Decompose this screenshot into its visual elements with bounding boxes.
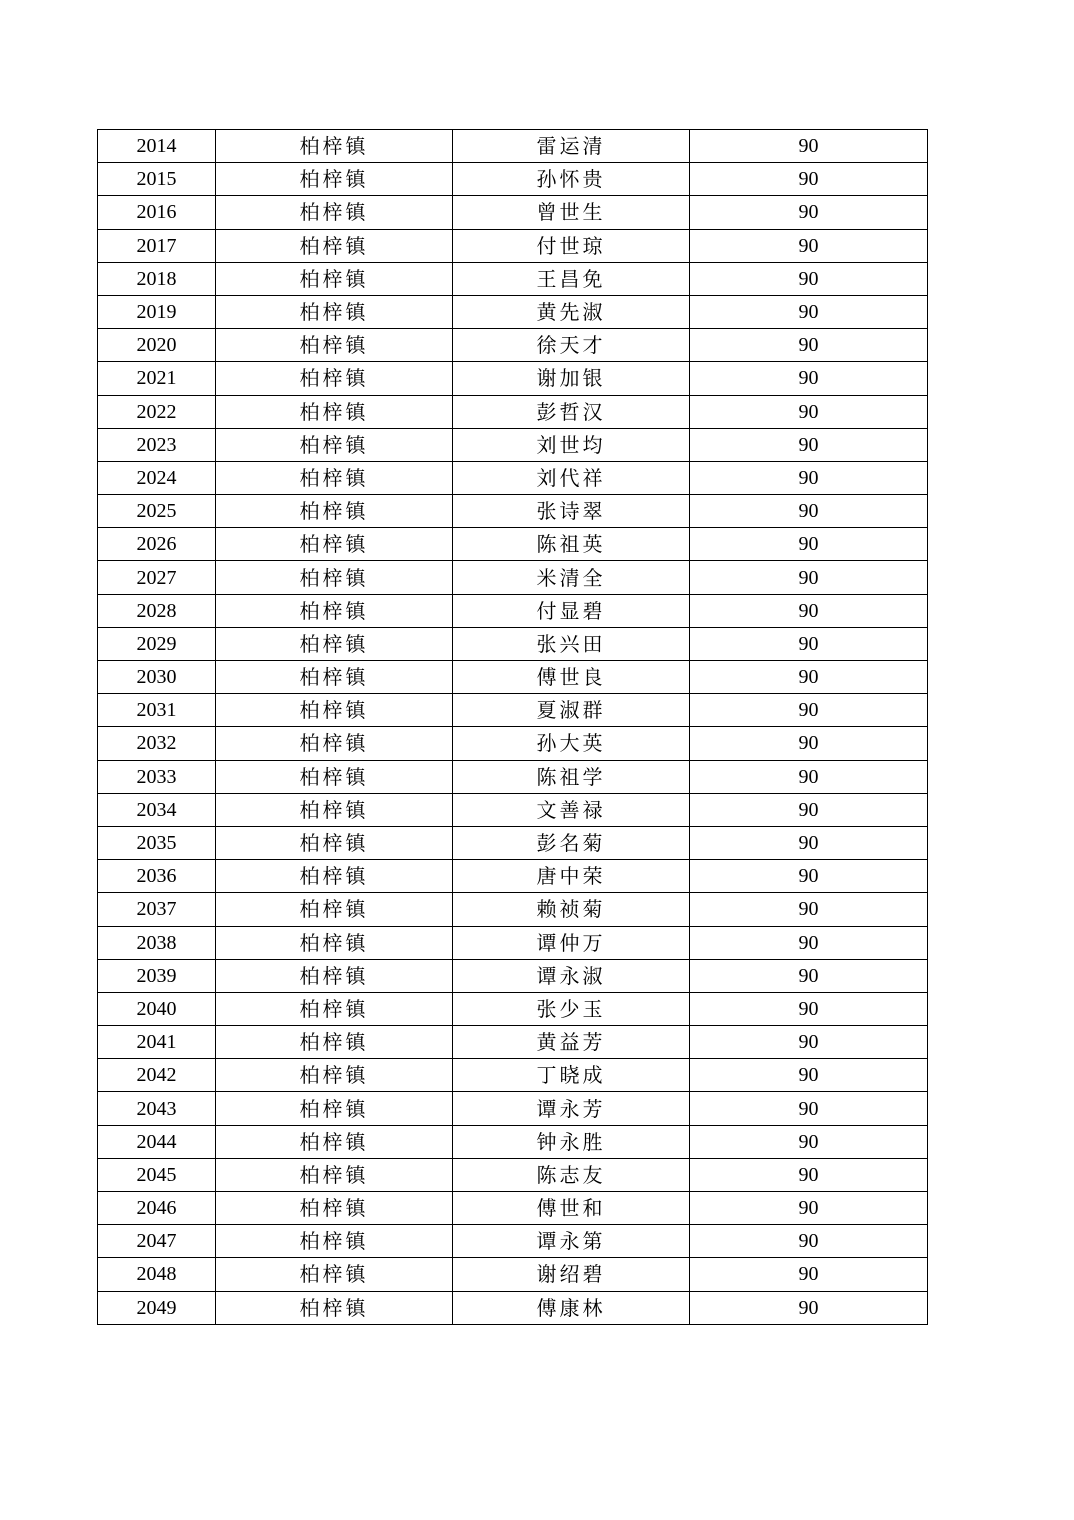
cell-amount: 90 (690, 860, 928, 893)
cell-serial-number: 2017 (98, 229, 216, 262)
cell-amount: 90 (690, 196, 928, 229)
table-row (98, 694, 928, 727)
table-row (98, 826, 928, 859)
cell-town: 柏梓镇 (216, 1291, 453, 1324)
cell-town: 柏梓镇 (216, 860, 453, 893)
cell-person-name: 付世琼 (453, 229, 690, 262)
table-row (98, 362, 928, 395)
table-row (98, 1092, 928, 1125)
cell-person-name: 陈志友 (453, 1158, 690, 1191)
cell-person-name: 孙大英 (453, 727, 690, 760)
cell-person-name: 傅世和 (453, 1192, 690, 1225)
table-row (98, 893, 928, 926)
cell-person-name: 文善禄 (453, 793, 690, 826)
cell-serial-number: 2016 (98, 196, 216, 229)
cell-person-name: 张少玉 (453, 992, 690, 1025)
cell-amount: 90 (690, 992, 928, 1025)
cell-serial-number: 2035 (98, 826, 216, 859)
cell-town: 柏梓镇 (216, 395, 453, 428)
cell-town: 柏梓镇 (216, 992, 453, 1025)
cell-amount: 90 (690, 627, 928, 660)
cell-person-name: 谭永芳 (453, 1092, 690, 1125)
cell-town: 柏梓镇 (216, 627, 453, 660)
cell-amount: 90 (690, 1092, 928, 1125)
cell-town: 柏梓镇 (216, 826, 453, 859)
table-row (98, 627, 928, 660)
cell-amount: 90 (690, 826, 928, 859)
cell-person-name: 曾世生 (453, 196, 690, 229)
cell-person-name: 王昌免 (453, 262, 690, 295)
cell-serial-number: 2023 (98, 428, 216, 461)
cell-person-name: 徐天才 (453, 329, 690, 362)
cell-town: 柏梓镇 (216, 1258, 453, 1291)
cell-serial-number: 2031 (98, 694, 216, 727)
cell-town: 柏梓镇 (216, 229, 453, 262)
cell-amount: 90 (690, 528, 928, 561)
cell-town: 柏梓镇 (216, 594, 453, 627)
cell-amount: 90 (690, 229, 928, 262)
cell-person-name: 张诗翠 (453, 495, 690, 528)
cell-person-name: 谢加银 (453, 362, 690, 395)
cell-serial-number: 2015 (98, 163, 216, 196)
table-row (98, 196, 928, 229)
cell-person-name: 丁晓成 (453, 1059, 690, 1092)
cell-person-name: 刘代祥 (453, 461, 690, 494)
cell-town: 柏梓镇 (216, 262, 453, 295)
cell-person-name: 付显碧 (453, 594, 690, 627)
table-row (98, 428, 928, 461)
cell-serial-number: 2041 (98, 1026, 216, 1059)
cell-amount: 90 (690, 661, 928, 694)
cell-amount: 90 (690, 329, 928, 362)
cell-town: 柏梓镇 (216, 727, 453, 760)
cell-amount: 90 (690, 395, 928, 428)
cell-serial-number: 2024 (98, 461, 216, 494)
cell-amount: 90 (690, 594, 928, 627)
cell-serial-number: 2025 (98, 495, 216, 528)
table-row (98, 1158, 928, 1191)
cell-town: 柏梓镇 (216, 1192, 453, 1225)
table-row (98, 528, 928, 561)
cell-person-name: 谢绍碧 (453, 1258, 690, 1291)
cell-serial-number: 2040 (98, 992, 216, 1025)
cell-town: 柏梓镇 (216, 362, 453, 395)
table-row (98, 860, 928, 893)
cell-person-name: 黄先淑 (453, 295, 690, 328)
cell-amount: 90 (690, 561, 928, 594)
table-row (98, 1192, 928, 1225)
table-row (98, 163, 928, 196)
cell-person-name: 谭永淑 (453, 959, 690, 992)
cell-person-name: 陈祖学 (453, 760, 690, 793)
cell-serial-number: 2037 (98, 893, 216, 926)
cell-serial-number: 2018 (98, 262, 216, 295)
cell-town: 柏梓镇 (216, 528, 453, 561)
table-row (98, 594, 928, 627)
table-row (98, 661, 928, 694)
cell-town: 柏梓镇 (216, 1059, 453, 1092)
table-row (98, 959, 928, 992)
cell-amount: 90 (690, 1225, 928, 1258)
table-row (98, 329, 928, 362)
cell-amount: 90 (690, 295, 928, 328)
cell-amount: 90 (690, 727, 928, 760)
cell-person-name: 黄益芳 (453, 1026, 690, 1059)
cell-amount: 90 (690, 461, 928, 494)
cell-serial-number: 2014 (98, 130, 216, 163)
table-row (98, 1059, 928, 1092)
cell-serial-number: 2022 (98, 395, 216, 428)
cell-person-name: 赖祯菊 (453, 893, 690, 926)
cell-amount: 90 (690, 1125, 928, 1158)
cell-serial-number: 2047 (98, 1225, 216, 1258)
cell-town: 柏梓镇 (216, 329, 453, 362)
cell-town: 柏梓镇 (216, 760, 453, 793)
cell-amount: 90 (690, 1059, 928, 1092)
table-row (98, 1125, 928, 1158)
cell-town: 柏梓镇 (216, 1092, 453, 1125)
cell-town: 柏梓镇 (216, 926, 453, 959)
cell-person-name: 刘世均 (453, 428, 690, 461)
cell-town: 柏梓镇 (216, 163, 453, 196)
cell-amount: 90 (690, 1258, 928, 1291)
table-row (98, 229, 928, 262)
cell-serial-number: 2036 (98, 860, 216, 893)
cell-amount: 90 (690, 793, 928, 826)
cell-person-name: 彭哲汉 (453, 395, 690, 428)
cell-serial-number: 2019 (98, 295, 216, 328)
table-row (98, 130, 928, 163)
cell-person-name: 张兴田 (453, 627, 690, 660)
cell-town: 柏梓镇 (216, 1125, 453, 1158)
cell-serial-number: 2027 (98, 561, 216, 594)
table-row (98, 262, 928, 295)
table-row (98, 1258, 928, 1291)
cell-town: 柏梓镇 (216, 295, 453, 328)
cell-town: 柏梓镇 (216, 694, 453, 727)
cell-serial-number: 2021 (98, 362, 216, 395)
cell-serial-number: 2049 (98, 1291, 216, 1324)
table-row (98, 1026, 928, 1059)
cell-amount: 90 (690, 428, 928, 461)
cell-amount: 90 (690, 1291, 928, 1324)
cell-amount: 90 (690, 1192, 928, 1225)
cell-serial-number: 2028 (98, 594, 216, 627)
cell-town: 柏梓镇 (216, 793, 453, 826)
cell-serial-number: 2039 (98, 959, 216, 992)
cell-person-name: 谭仲万 (453, 926, 690, 959)
cell-serial-number: 2042 (98, 1059, 216, 1092)
cell-serial-number: 2029 (98, 627, 216, 660)
cell-amount: 90 (690, 163, 928, 196)
table-row (98, 793, 928, 826)
table-row (98, 495, 928, 528)
cell-amount: 90 (690, 959, 928, 992)
cell-serial-number: 2026 (98, 528, 216, 561)
cell-town: 柏梓镇 (216, 1225, 453, 1258)
roster-table (97, 129, 928, 1325)
table-row (98, 395, 928, 428)
cell-person-name: 谭永第 (453, 1225, 690, 1258)
cell-person-name: 唐中荣 (453, 860, 690, 893)
cell-person-name: 孙怀贵 (453, 163, 690, 196)
table-row (98, 1225, 928, 1258)
cell-person-name: 夏淑群 (453, 694, 690, 727)
cell-serial-number: 2032 (98, 727, 216, 760)
cell-town: 柏梓镇 (216, 428, 453, 461)
cell-amount: 90 (690, 694, 928, 727)
table-row (98, 461, 928, 494)
cell-person-name: 彭名菊 (453, 826, 690, 859)
cell-person-name: 钟永胜 (453, 1125, 690, 1158)
cell-town: 柏梓镇 (216, 561, 453, 594)
cell-amount: 90 (690, 262, 928, 295)
cell-town: 柏梓镇 (216, 196, 453, 229)
cell-person-name: 傅世良 (453, 661, 690, 694)
cell-town: 柏梓镇 (216, 461, 453, 494)
cell-town: 柏梓镇 (216, 495, 453, 528)
cell-serial-number: 2020 (98, 329, 216, 362)
cell-amount: 90 (690, 1026, 928, 1059)
cell-serial-number: 2045 (98, 1158, 216, 1191)
cell-person-name: 雷运清 (453, 130, 690, 163)
cell-town: 柏梓镇 (216, 1158, 453, 1191)
table-row (98, 561, 928, 594)
cell-serial-number: 2046 (98, 1192, 216, 1225)
cell-serial-number: 2048 (98, 1258, 216, 1291)
cell-serial-number: 2034 (98, 793, 216, 826)
cell-town: 柏梓镇 (216, 959, 453, 992)
cell-town: 柏梓镇 (216, 130, 453, 163)
cell-town: 柏梓镇 (216, 661, 453, 694)
cell-town: 柏梓镇 (216, 893, 453, 926)
cell-amount: 90 (690, 1158, 928, 1191)
cell-serial-number: 2038 (98, 926, 216, 959)
table-row (98, 992, 928, 1025)
table-row (98, 1291, 928, 1324)
cell-amount: 90 (690, 495, 928, 528)
table-row (98, 926, 928, 959)
cell-serial-number: 2044 (98, 1125, 216, 1158)
cell-amount: 90 (690, 926, 928, 959)
cell-person-name: 米清全 (453, 561, 690, 594)
cell-person-name: 傅康林 (453, 1291, 690, 1324)
cell-amount: 90 (690, 130, 928, 163)
cell-serial-number: 2030 (98, 661, 216, 694)
cell-amount: 90 (690, 760, 928, 793)
table-row (98, 295, 928, 328)
cell-amount: 90 (690, 362, 928, 395)
cell-person-name: 陈祖英 (453, 528, 690, 561)
cell-serial-number: 2043 (98, 1092, 216, 1125)
cell-amount: 90 (690, 893, 928, 926)
roster-table-body (98, 130, 928, 1325)
table-row (98, 760, 928, 793)
cell-serial-number: 2033 (98, 760, 216, 793)
table-row (98, 727, 928, 760)
cell-town: 柏梓镇 (216, 1026, 453, 1059)
